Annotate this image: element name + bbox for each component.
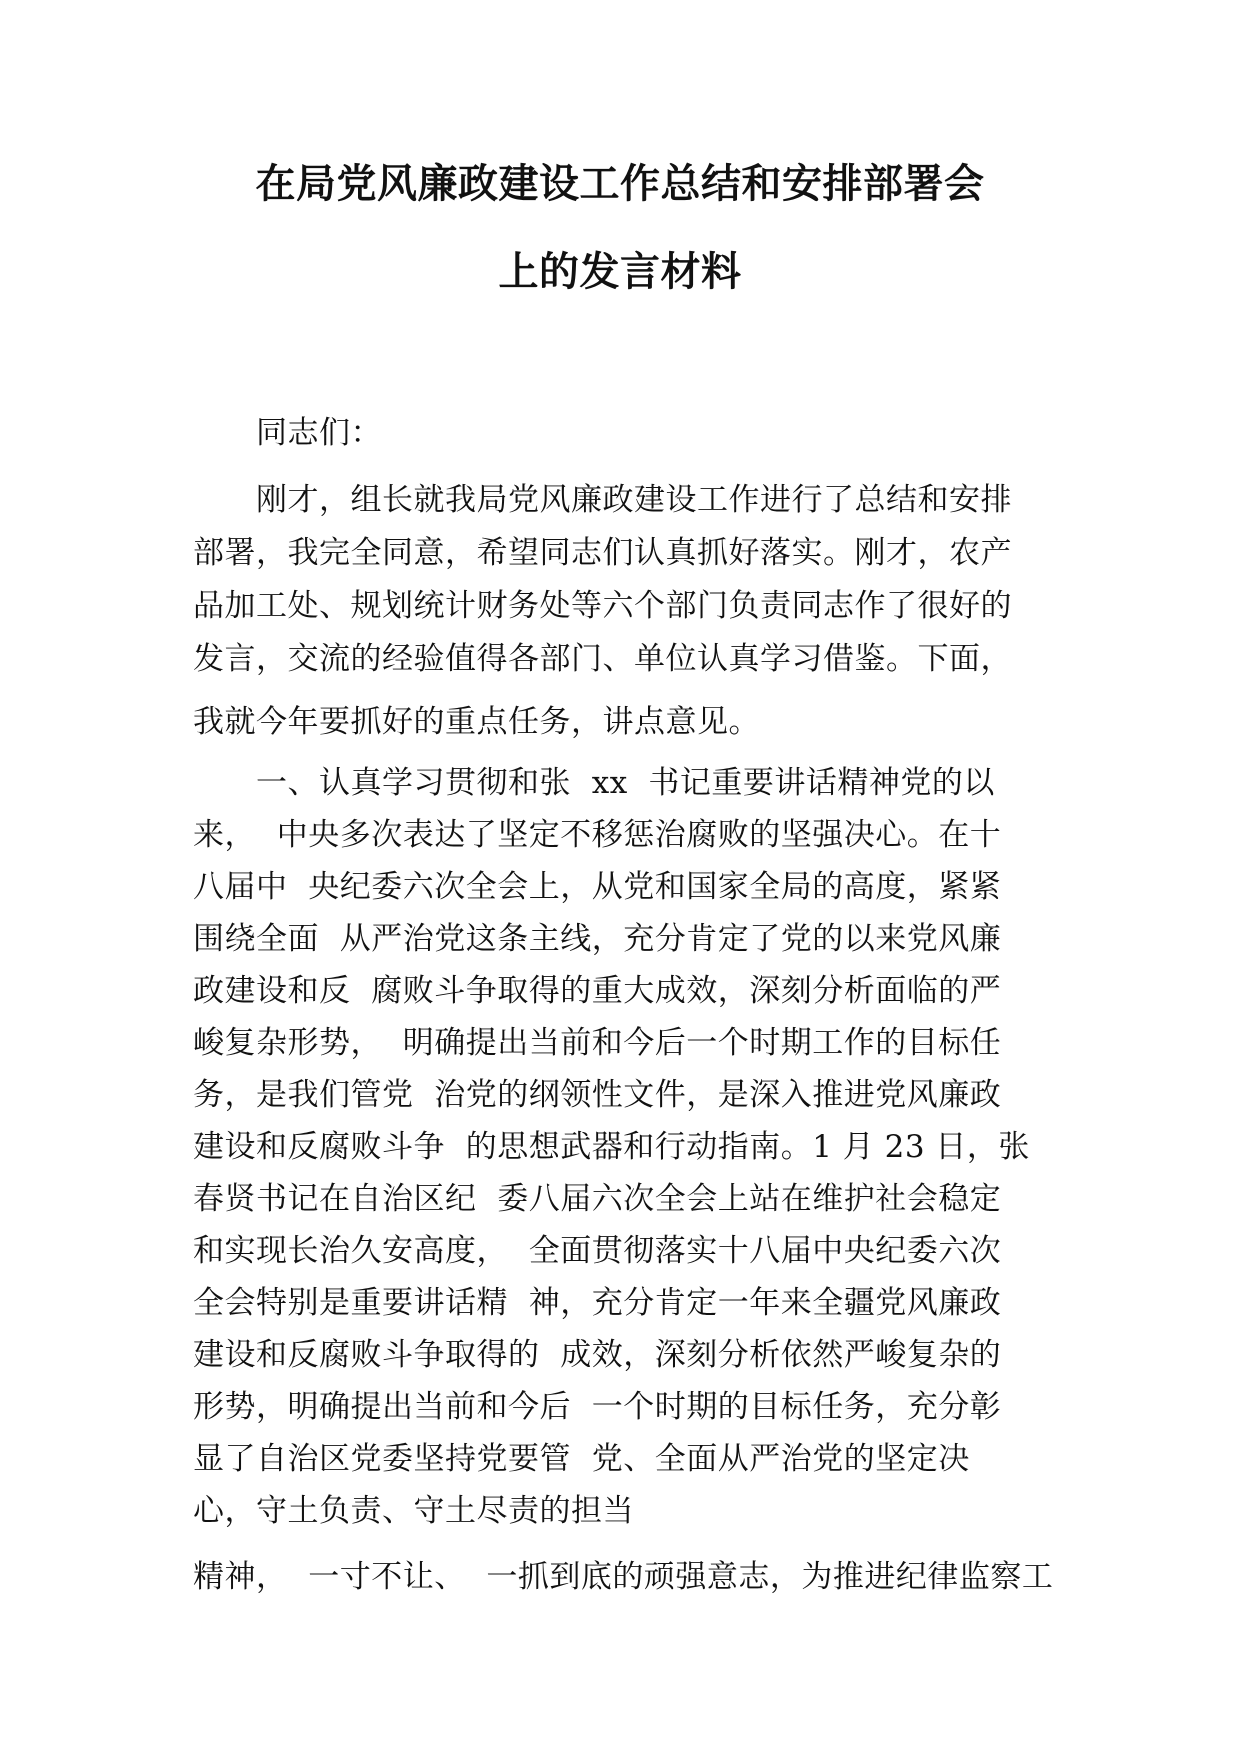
paragraph-2-line: 务，是我们管党 治党的纲领性文件，是深入推进党风廉政 xyxy=(193,1077,1002,1113)
paragraph-1-line: 部署，我完全同意，希望同志们认真抓好落实。刚才，农产 xyxy=(193,535,1012,571)
paragraph-2-line: 一、认真学习贯彻和张 xx 书记重要讲话精神党的以 xyxy=(256,765,995,801)
paragraph-1-line: 发言，交流的经验值得各部门、单位认真学习借鉴。下面， xyxy=(193,641,1012,677)
paragraph-1-line: 刚才，组长就我局党风廉政建设工作进行了总结和安排 xyxy=(256,482,1012,518)
paragraph-2-line: 心，守土负责、守土尽责的担当 xyxy=(193,1493,634,1529)
paragraph-1-line: 品加工处、规划统计财务处等六个部门负责同志作了很好的 xyxy=(193,588,1012,624)
paragraph-1-line: 我就今年要抓好的重点任务，讲点意见。 xyxy=(193,704,760,740)
salutation: 同志们： xyxy=(256,415,382,451)
paragraph-2-line: 峻复杂形势， 明确提出当前和今后一个时期工作的目标任 xyxy=(193,1025,1002,1061)
paragraph-2-line: 八届中 央纪委六次全会上，从党和国家全局的高度，紧紧 xyxy=(193,869,1002,905)
document-title-line-1: 在局党风廉政建设工作总结和安排部署会 xyxy=(255,161,985,207)
paragraph-2-line: 全会特别是重要讲话精 神，充分肯定一年来全疆党风廉政 xyxy=(193,1285,1002,1321)
paragraph-2-line: 建设和反腐败斗争 的思想武器和行动指南。1 月 23 日，张 xyxy=(193,1129,1030,1165)
paragraph-2-line: 来， 中央多次表达了坚定不移惩治腐败的坚强决心。在十 xyxy=(193,817,1002,853)
paragraph-2-line: 春贤书记在自治区纪 委八届六次全会上站在维护社会稳定 xyxy=(193,1181,1002,1217)
paragraph-2-line: 政建设和反 腐败斗争取得的重大成效，深刻分析面临的严 xyxy=(193,973,1002,1009)
paragraph-2-line: 围绕全面 从严治党这条主线，充分肯定了党的以来党风廉 xyxy=(193,921,1002,957)
paragraph-2-line: 建设和反腐败斗争取得的 成效，深刻分析依然严峻复杂的 xyxy=(193,1337,1002,1373)
paragraph-2-line: 显了自治区党委坚持党要管 党、全面从严治党的坚定决 xyxy=(193,1441,970,1477)
paragraph-2-line: 形势，明确提出当前和今后 一个时期的目标任务，充分彰 xyxy=(193,1389,1002,1425)
paragraph-3-line: 精神， 一寸不让、 一抓到底的顽强意志，为推进纪律监察工 xyxy=(193,1559,1054,1595)
paragraph-2-line: 和实现长治久安高度， 全面贯彻落实十八届中央纪委六次 xyxy=(193,1233,1002,1269)
document-title-line-2: 上的发言材料 xyxy=(498,249,742,295)
